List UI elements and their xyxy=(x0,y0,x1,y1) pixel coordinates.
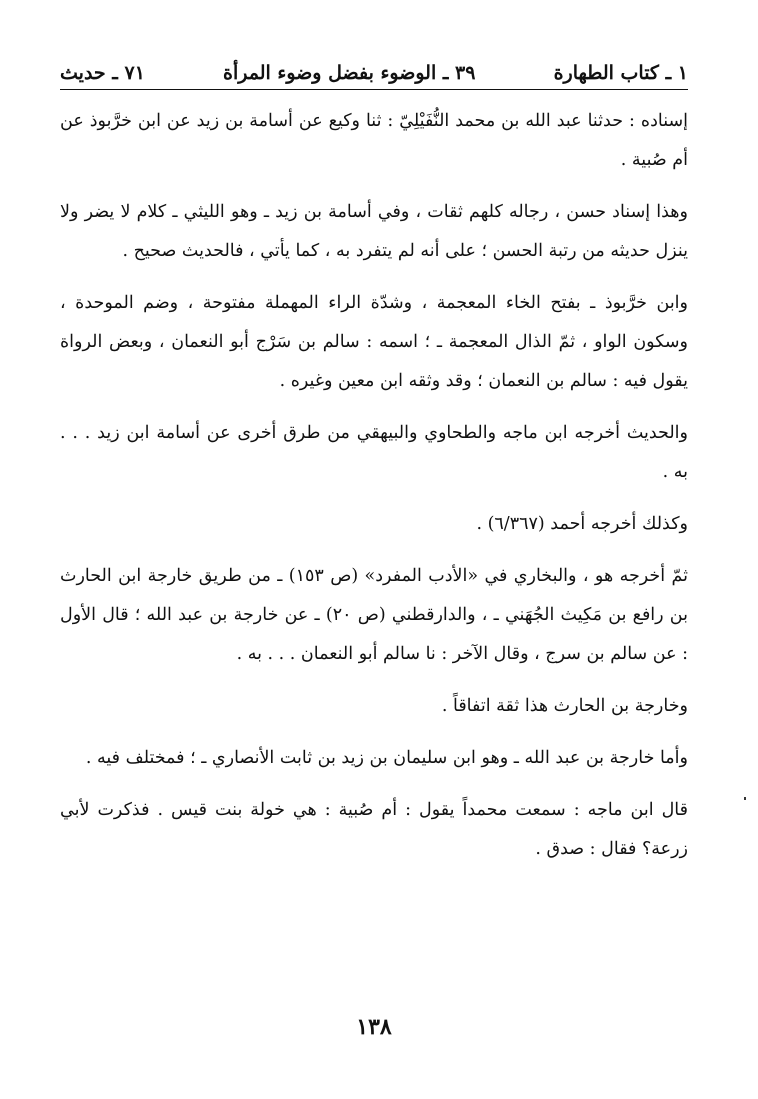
paragraph-ibn-majah-quote: قال ابن ماجه : سمعت محمداً يقول : أم صُبية : هي خولة بنت قيس . فذكرت لأبي زرعة؟ فقال : صدق . xyxy=(60,800,688,859)
body-text xyxy=(60,102,688,882)
paragraph-narrator: وابن خرَّبوذ ـ بفتح الخاء المعجمة ، وشدّة الراء المهملة مفتوحة ، وضم الموحدة ، وسكون الواو ، ثمّ الذال المعجمة ـ ؛ اسمه : سالم بن سَرْج أبو النعمان ، وبعض الرواة يقول فيه : سالم بن النعمان ؛ وقد وثقه ابن معين وغيره . xyxy=(60,293,688,391)
hadith-number: ٧١ ـ حديث xyxy=(60,62,145,84)
paragraph-isnad: إسناده : حدثنا عبد الله بن محمد النُّفَيْلِيّ : ثنا وكيع عن أسامة بن زيد عن ابن خرَّبوذ عن أم صُبية . xyxy=(60,111,688,170)
paragraph-bukhari: ثمّ أخرجه هو ، والبخاري في «الأدب المفرد» (ص ١٥٣) ـ من طريق خارجة ابن الحارث بن رافع بن مَكِيث الجُهَني ـ ، والدارقطني (ص ٢٠) ـ عن خارجة بن عبد الله ؛ قال الأول : عن سالم بن سرج ، وقال الآخر : نا سالم أبو النعمان . . . به . xyxy=(60,566,689,664)
header-rule xyxy=(60,89,688,90)
paragraph-kharija-abdullah: وأما خارجة بن عبد الله ـ وهو ابن سليمان بن زيد بن ثابت الأنصاري ـ ؛ فمختلف فيه . xyxy=(85,748,688,768)
page-number: ١٣٨ xyxy=(356,1014,392,1040)
paragraph-ibn-majah: والحديث أخرجه ابن ماجه والطحاوي والبيهقي من طرق أخرى عن أسامة ابن زيد . . . به . xyxy=(60,423,688,482)
paragraph-ahmad: وكذلك أخرجه أحمد (٦/٣٦٧) . xyxy=(476,514,688,534)
paragraph-grading: وهذا إسناد حسن ، رجاله كلهم ثقات ، وفي أسامة بن زيد ـ وهو الليثي ـ كلام لا يضر ولا ينزل حديثه من رتبة الحسن ؛ على أنه لم يتفرد به ، كما يأتي ، فالحديث صحيح . xyxy=(60,202,688,261)
book-title: ١ ـ كتاب الطهارة xyxy=(553,62,688,84)
running-header xyxy=(60,58,688,88)
chapter-title: ٣٩ ـ الوضوء بفضل وضوء المرأة xyxy=(223,62,476,84)
paragraph-kharija-harith: وخارجة بن الحارث هذا ثقة اتفاقاً . xyxy=(441,696,688,716)
book-page xyxy=(60,0,688,1099)
scan-speck xyxy=(744,797,746,800)
